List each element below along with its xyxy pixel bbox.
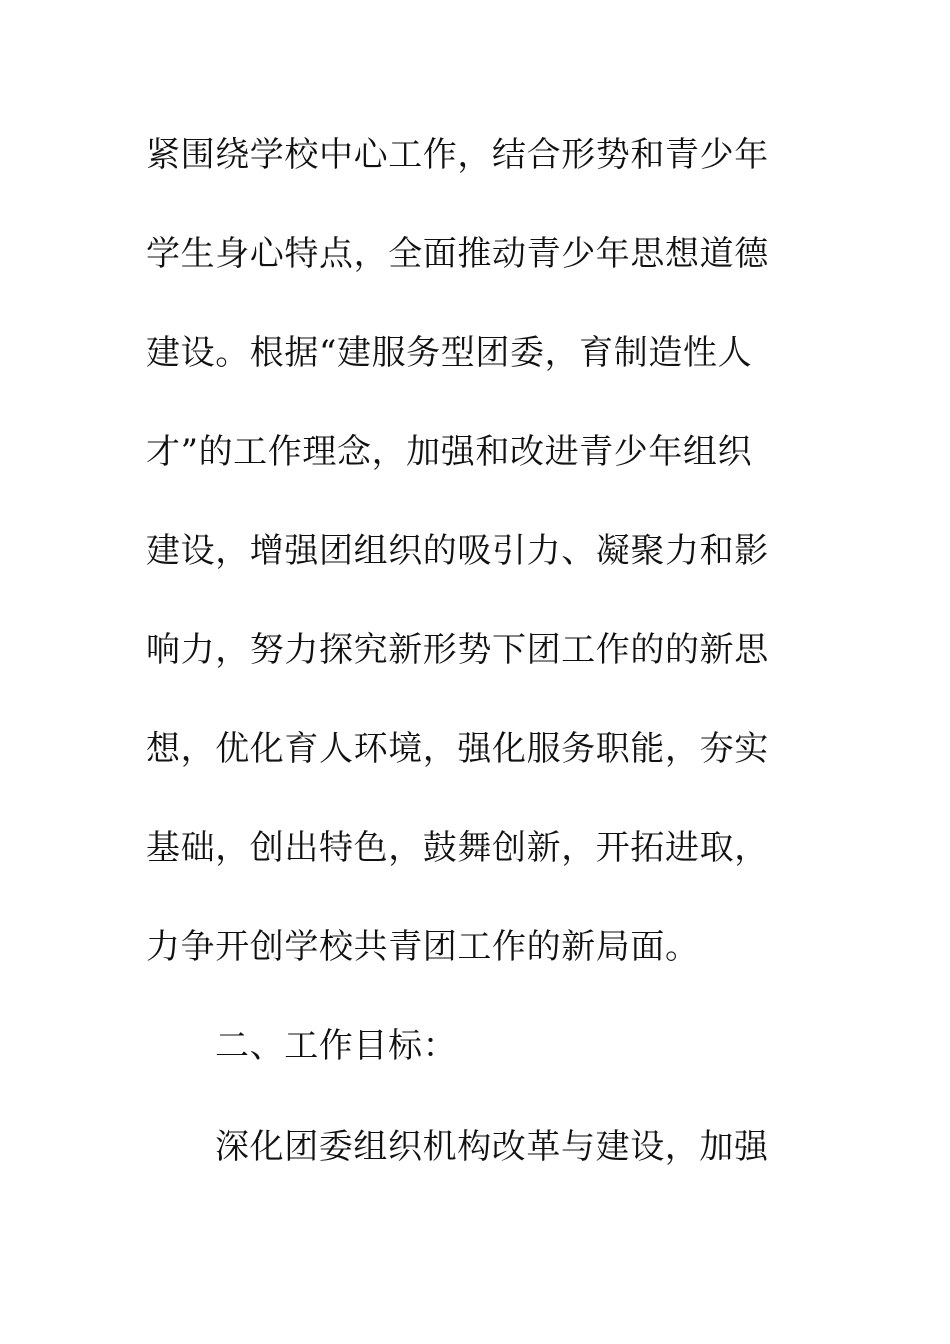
body-text-line-8: 基础，创出特色，鼓舞创新，开拓进取， (146, 828, 769, 868)
body-text-line-6: 响力，努力探究新形势下团工作的的新思 (146, 630, 769, 670)
body-text-line-5: 建设，增强团组织的吸引力、凝聚力和影 (146, 531, 769, 571)
body-text-line-9: 力争开创学校共青团工作的新局面。 (146, 927, 700, 967)
body-text-line-4: 才”的工作理念，加强和改进青少年组织 (146, 432, 753, 472)
body-text-line-7: 想，优化育人环境，强化服务职能，夯实 (146, 729, 769, 769)
body-text-line-1: 紧围绕学校中心工作，结合形势和青少年 (146, 135, 769, 175)
body-text-line-3: 建设。根据“建服务型团委，育制造性人 (146, 333, 753, 373)
paragraph-first-line: 深化团委组织机构改革与建设，加强 (215, 1127, 769, 1167)
body-text-line-2: 学生身心特点，全面推动青少年思想道德 (146, 234, 769, 274)
section-heading: 二、工作目标： (215, 1026, 458, 1066)
